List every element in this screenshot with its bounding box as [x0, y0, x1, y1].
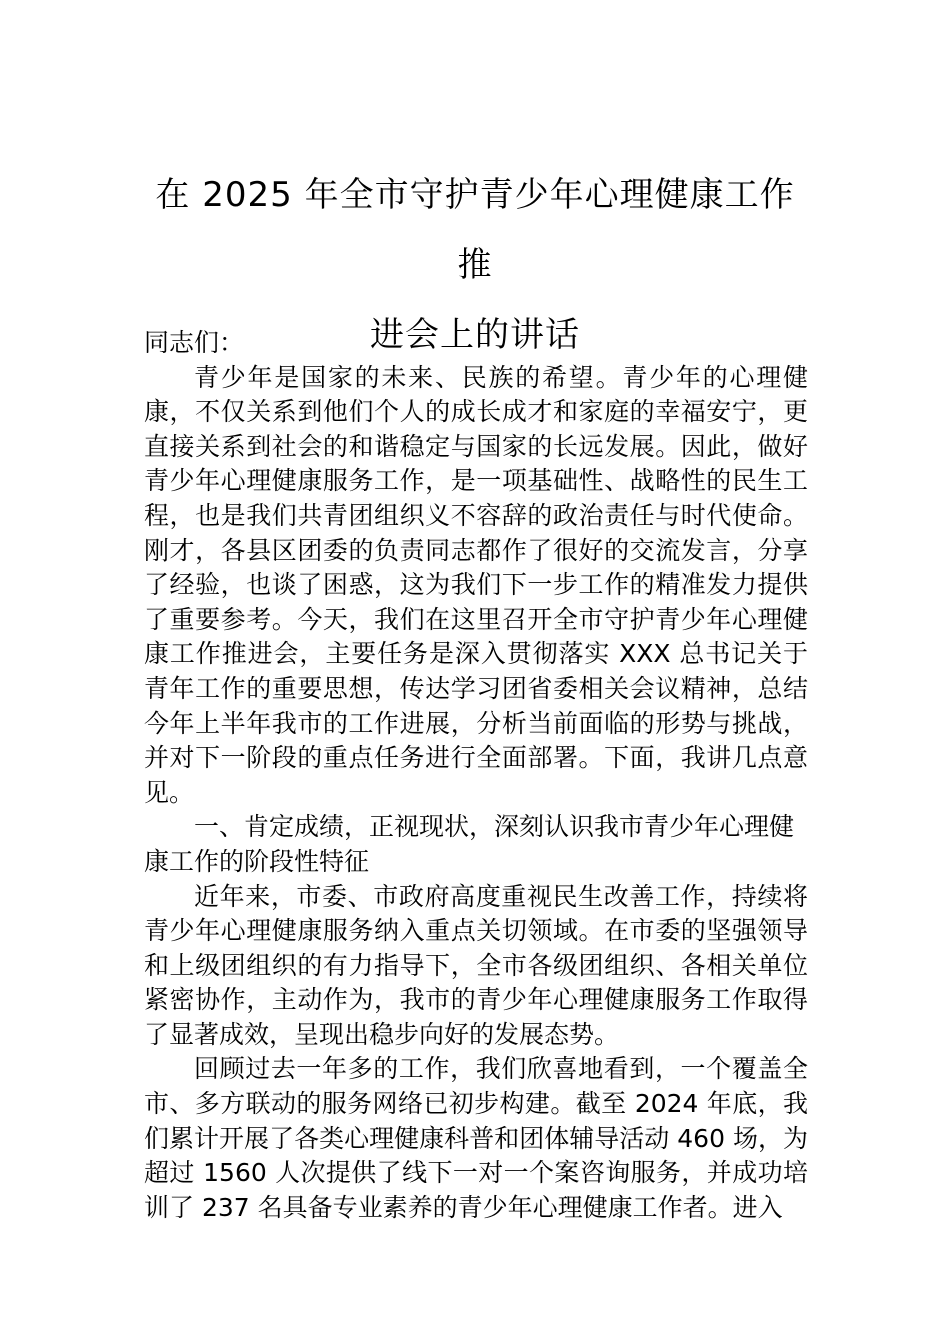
paragraph-review: 回顾过去一年多的工作，我们欣喜地看到，一个覆盖全市、多方联动的服务网络已初步构建。截至 2024 年底，我们累计开展了各类心理健康科普和团体辅导活动 460 场，为超过 1560 人次提供了线下一对一个案咨询服务，并成功培训了 237 名具备专业素养的青少年心理健康工作者。进入 — [144, 1054, 808, 1222]
title-line-1: 在 2025 年全市守护青少年心理健康工作推 — [155, 175, 795, 285]
paragraph-achievements: 近年来，市委、市政府高度重视民生改善工作，持续将青少年心理健康服务纳入重点关切领域。在市委的坚强领导和上级团组织的有力指导下，全市各级团组织、各相关单位紧密协作，主动作为，我市的青少年心理健康服务工作取得了显著成效，呈现出稳步向好的发展态势。 — [144, 881, 808, 1049]
salutation: 同志们： — [144, 328, 245, 357]
paragraph-intro: 青少年是国家的未来、民族的希望。青少年的心理健康，不仅关系到他们个人的成长成才和家庭的幸福安宁，更直接关系到社会的和谐稳定与国家的长远发展。因此，做好青少年心理健康服务工作，是一项基础性、战略性的民生工程，也是我们共青团组织义不容辞的政治责任与时代使命。刚才，各县区团委的负责同志都作了很好的交流发言，分享了经验，也谈了困惑，这为我们下一步工作的精准发力提供了重要参考。今天，我们在这里召开全市守护青少年心理健康工作推进会，主要任务是深入贯彻落实 XXX 总书记关于青年工作的重要思想，传达学习团省委相关会议精神，总结今年上半年我市的工作进展，分析当前面临的形势与挑战，并对下一阶段的重点任务进行全面部署。下面，我讲几点意见。 — [144, 362, 808, 807]
title-line-2: 进会上的讲话 — [370, 315, 580, 355]
section-heading: 一、肯定成绩，正视现状，深刻认识我市青少年心理健康工作的阶段性特征 — [144, 812, 795, 876]
document-body — [144, 326, 808, 1225]
